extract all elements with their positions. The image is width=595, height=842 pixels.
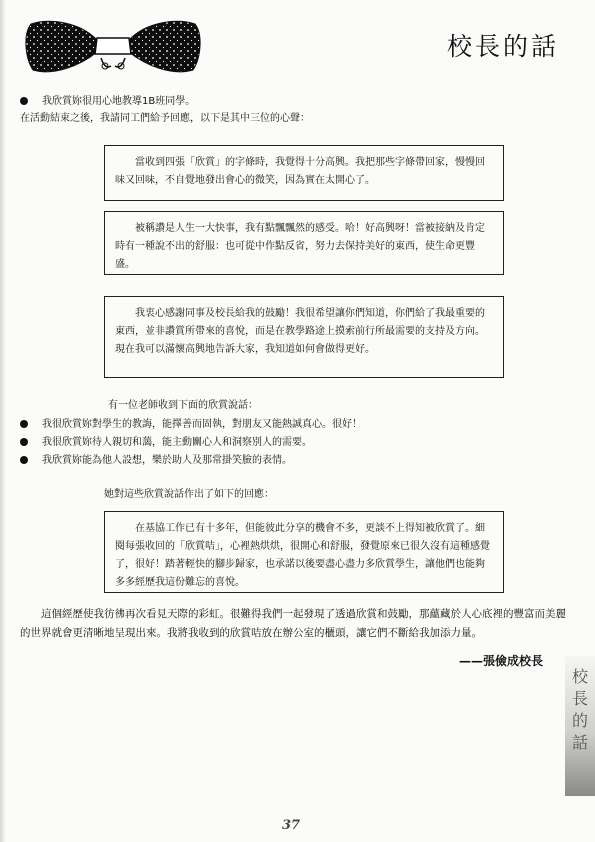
intro-bullet <box>20 93 195 110</box>
quote-box-3 <box>104 296 504 378</box>
teacher-item-1 <box>20 416 362 433</box>
bullet-dot-icon <box>20 438 28 446</box>
bullet-dot-icon <box>20 97 28 105</box>
sidebar-label: 校長的話 <box>571 667 588 752</box>
response-lead: 她對這些欣賞說話作出了如下的回應： <box>104 489 274 500</box>
response-text: 在基協工作已有十多年，但能彼此分享的機會不多，更談不上得知被欣賞了。細閱每張收回的「欣賞咭」，心裡熱烘烘，很開心和舒服，發覺原來已很久沒有這種感覺了，很好！踏著輕快的腳步歸家，也承諾以後要盡心盡力多欣賞學生，讓他們也能夠多多經歷我這份難忘的喜悅。 <box>115 523 490 588</box>
quote-box-2 <box>104 211 504 275</box>
page-title: 校長的話 <box>446 32 559 61</box>
teacher-item-text: 我很欣賞妳待人親切和藹，能主動關心人和洞察別人的需要。 <box>42 437 312 448</box>
quote-box-1 <box>104 145 504 201</box>
scan-edge-shadow <box>0 0 6 842</box>
closing-paragraph: 這個經歷使我彷彿再次看見天際的彩虹。很難得我們一起發現了透過欣賞和鼓勵，那蘊藏於人心底裡的豐富而美麗的世界就會更清晰地呈現出來。我將我收到的欣賞咭放在辦公室的櫃頭，讓它們不斷給我加添力量。 <box>20 608 566 639</box>
bow-tie-icon <box>25 14 201 78</box>
bullet-dot-icon <box>20 456 28 464</box>
teacher-item-2 <box>20 434 312 451</box>
quote-text-2: 被稱讚是人生一大快事，我有點飄飄然的感受。哈！好高興呀！當被接納及肯定時有一種說不出的舒服：也可從中作點反省，努力去保持美好的東西，使生命更豐盛。 <box>115 223 485 270</box>
signature: ——張儉成校長 <box>458 654 543 668</box>
intro-line: 在活動結束之後，我請同工們給予回應，以下是其中三位的心聲： <box>20 113 310 124</box>
intro-bullet-text: 我欣賞妳很用心地教導1B班同學。 <box>42 96 196 107</box>
quote-text-3: 我衷心感謝同事及校長給我的鼓勵！我很希望讓你們知道，你們給了我最重要的東西，並非讚賞所帶來的喜悅，而是在教學路途上摸索前行所最需要的支持及方向。現在我可以滿懷高興地告訴大家，我知道如何會做得更好。 <box>115 308 485 355</box>
teacher-item-3 <box>20 452 292 469</box>
teacher-item-text: 我欣賞妳能為他人設想，樂於助人及那常掛笑臉的表情。 <box>42 455 292 466</box>
bullet-dot-icon <box>20 420 28 428</box>
teacher-lead: 有一位老師收到下面的欣賞說話： <box>108 400 258 411</box>
page-number: 37 <box>282 818 301 833</box>
quote-text-1: 當收到四張「欣賞」的字條時，我覺得十分高興。我把那些字條帶回家，慢慢回味又回味，不自覺地發出會心的微笑，因為實在太開心了。 <box>115 157 485 186</box>
teacher-item-text: 我很欣賞妳對學生的教誨，能擇善而固執，對朋友又能熱誠真心。很好！ <box>42 419 362 430</box>
response-box <box>104 511 504 593</box>
